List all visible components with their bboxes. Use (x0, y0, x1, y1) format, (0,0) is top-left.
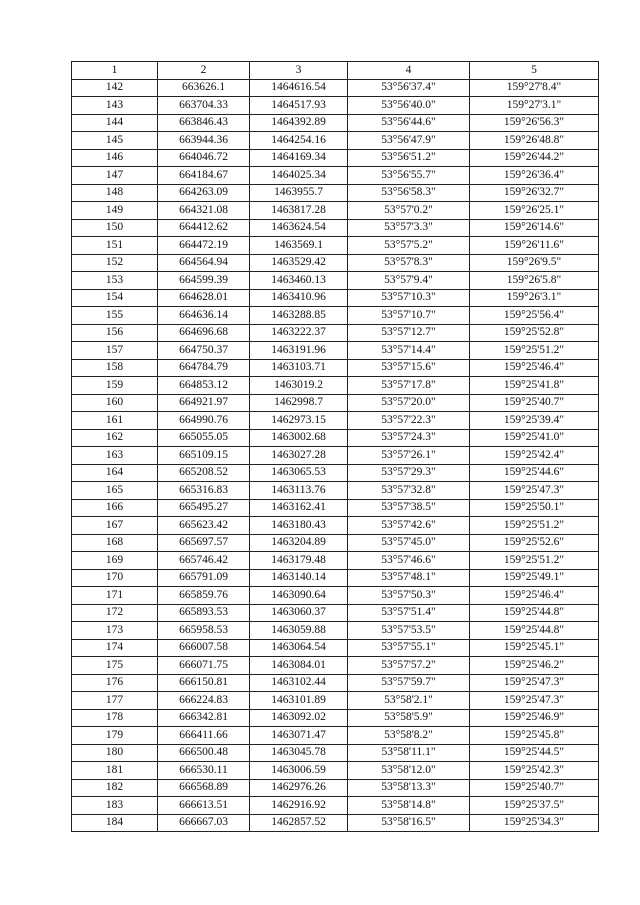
y-coordinate-cell: 1463092.02 (250, 709, 348, 727)
y-coordinate-cell: 1463140.14 (250, 569, 348, 587)
y-coordinate-cell: 1462998.7 (250, 394, 348, 412)
y-coordinate-cell: 1463101.89 (250, 692, 348, 710)
longitude-cell: 159°25'51.2" (470, 517, 599, 535)
point-number-cell: 157 (72, 342, 158, 360)
x-coordinate-cell: 664263.09 (158, 184, 250, 202)
latitude-cell: 53°58'5.9" (348, 709, 470, 727)
longitude-cell: 159°25'46.4" (470, 587, 599, 605)
latitude-cell: 53°56'58.3" (348, 184, 470, 202)
latitude-cell: 53°57'38.5" (348, 499, 470, 517)
point-number-cell: 167 (72, 517, 158, 535)
x-coordinate-cell: 664412.62 (158, 219, 250, 237)
y-coordinate-cell: 1463103.71 (250, 359, 348, 377)
point-number-cell: 165 (72, 482, 158, 500)
x-coordinate-cell: 663704.33 (158, 97, 250, 115)
x-coordinate-cell: 665893.53 (158, 604, 250, 622)
point-number-cell: 175 (72, 657, 158, 675)
longitude-cell: 159°26'5.8" (470, 272, 599, 290)
longitude-cell: 159°25'44.8" (470, 622, 599, 640)
longitude-cell: 159°25'47.3" (470, 692, 599, 710)
latitude-cell: 53°57'22.3" (348, 412, 470, 430)
table-row (72, 709, 599, 727)
latitude-cell: 53°57'10.7" (348, 307, 470, 325)
table-row (72, 517, 599, 535)
point-number-cell: 184 (72, 814, 158, 832)
y-coordinate-cell: 1463060.37 (250, 604, 348, 622)
table-row (72, 79, 599, 97)
column-header-5: 5 (470, 62, 599, 80)
y-coordinate-cell: 1463180.43 (250, 517, 348, 535)
x-coordinate-cell: 665316.83 (158, 482, 250, 500)
y-coordinate-cell: 1463955.7 (250, 184, 348, 202)
y-coordinate-cell: 1463084.01 (250, 657, 348, 675)
longitude-cell: 159°25'44.6" (470, 464, 599, 482)
point-number-cell: 145 (72, 132, 158, 150)
point-number-cell: 182 (72, 779, 158, 797)
table-row (72, 639, 599, 657)
latitude-cell: 53°57'24.3" (348, 429, 470, 447)
coordinates-table (71, 61, 599, 832)
latitude-cell: 53°57'50.3" (348, 587, 470, 605)
x-coordinate-cell: 663846.43 (158, 114, 250, 132)
longitude-cell: 159°25'40.7" (470, 779, 599, 797)
table-row (72, 307, 599, 325)
longitude-cell: 159°26'44.2" (470, 149, 599, 167)
longitude-cell: 159°25'46.9" (470, 709, 599, 727)
longitude-cell: 159°25'47.3" (470, 482, 599, 500)
table-row (72, 499, 599, 517)
table-row (72, 814, 599, 832)
table-row (72, 604, 599, 622)
y-coordinate-cell: 1463569.1 (250, 237, 348, 255)
y-coordinate-cell: 1463204.89 (250, 534, 348, 552)
point-number-cell: 174 (72, 639, 158, 657)
table-row (72, 359, 599, 377)
table-row (72, 744, 599, 762)
table-row (72, 587, 599, 605)
longitude-cell: 159°25'50.1" (470, 499, 599, 517)
latitude-cell: 53°58'11.1" (348, 744, 470, 762)
point-number-cell: 170 (72, 569, 158, 587)
latitude-cell: 53°57'32.8" (348, 482, 470, 500)
x-coordinate-cell: 666667.03 (158, 814, 250, 832)
longitude-cell: 159°25'39.4" (470, 412, 599, 430)
longitude-cell: 159°25'49.1" (470, 569, 599, 587)
x-coordinate-cell: 665791.09 (158, 569, 250, 587)
latitude-cell: 53°57'14.4" (348, 342, 470, 360)
x-coordinate-cell: 666342.81 (158, 709, 250, 727)
longitude-cell: 159°26'48.8" (470, 132, 599, 150)
point-number-cell: 180 (72, 744, 158, 762)
point-number-cell: 149 (72, 202, 158, 220)
table-row (72, 797, 599, 815)
latitude-cell: 53°57'53.5" (348, 622, 470, 640)
point-number-cell: 161 (72, 412, 158, 430)
longitude-cell: 159°25'40.7" (470, 394, 599, 412)
y-coordinate-cell: 1463191.96 (250, 342, 348, 360)
x-coordinate-cell: 666568.89 (158, 779, 250, 797)
x-coordinate-cell: 664696.68 (158, 324, 250, 342)
longitude-cell: 159°27'3.1" (470, 97, 599, 115)
y-coordinate-cell: 1464254.16 (250, 132, 348, 150)
y-coordinate-cell: 1464169.34 (250, 149, 348, 167)
table-row (72, 114, 599, 132)
longitude-cell: 159°25'52.6" (470, 534, 599, 552)
y-coordinate-cell: 1463002.68 (250, 429, 348, 447)
table-row (72, 622, 599, 640)
longitude-cell: 159°26'36.4" (470, 167, 599, 185)
table-row (72, 394, 599, 412)
table-row (72, 482, 599, 500)
x-coordinate-cell: 666007.58 (158, 639, 250, 657)
latitude-cell: 53°57'8.3" (348, 254, 470, 272)
x-coordinate-cell: 663626.1 (158, 79, 250, 97)
y-coordinate-cell: 1463071.47 (250, 727, 348, 745)
longitude-cell: 159°25'41.0" (470, 429, 599, 447)
x-coordinate-cell: 664853.12 (158, 377, 250, 395)
longitude-cell: 159°25'46.2" (470, 657, 599, 675)
latitude-cell: 53°57'5.2" (348, 237, 470, 255)
point-number-cell: 146 (72, 149, 158, 167)
latitude-cell: 53°57'59.7" (348, 674, 470, 692)
longitude-cell: 159°25'41.8" (470, 377, 599, 395)
latitude-cell: 53°56'44.6" (348, 114, 470, 132)
x-coordinate-cell: 665055.05 (158, 429, 250, 447)
x-coordinate-cell: 666500.48 (158, 744, 250, 762)
point-number-cell: 177 (72, 692, 158, 710)
longitude-cell: 159°25'37.5" (470, 797, 599, 815)
longitude-cell: 159°26'14.6" (470, 219, 599, 237)
y-coordinate-cell: 1462973.15 (250, 412, 348, 430)
latitude-cell: 53°56'55.7" (348, 167, 470, 185)
table-row (72, 762, 599, 780)
x-coordinate-cell: 664599.39 (158, 272, 250, 290)
latitude-cell: 53°57'57.2" (348, 657, 470, 675)
table-row (72, 674, 599, 692)
y-coordinate-cell: 1463027.28 (250, 447, 348, 465)
longitude-cell: 159°25'42.4" (470, 447, 599, 465)
longitude-cell: 159°26'32.7" (470, 184, 599, 202)
point-number-cell: 171 (72, 587, 158, 605)
x-coordinate-cell: 665208.52 (158, 464, 250, 482)
x-coordinate-cell: 665746.42 (158, 552, 250, 570)
table-row (72, 412, 599, 430)
table-row (72, 184, 599, 202)
y-coordinate-cell: 1463529.42 (250, 254, 348, 272)
longitude-cell: 159°26'9.5" (470, 254, 599, 272)
x-coordinate-cell: 665958.53 (158, 622, 250, 640)
latitude-cell: 53°57'51.4" (348, 604, 470, 622)
longitude-cell: 159°26'3.1" (470, 289, 599, 307)
table-row (72, 779, 599, 797)
table-row (72, 727, 599, 745)
longitude-cell: 159°25'52.8" (470, 324, 599, 342)
latitude-cell: 53°57'48.1" (348, 569, 470, 587)
x-coordinate-cell: 664472.19 (158, 237, 250, 255)
point-number-cell: 172 (72, 604, 158, 622)
point-number-cell: 147 (72, 167, 158, 185)
longitude-cell: 159°25'44.8" (470, 604, 599, 622)
x-coordinate-cell: 664321.08 (158, 202, 250, 220)
longitude-cell: 159°25'34.3" (470, 814, 599, 832)
longitude-cell: 159°25'45.1" (470, 639, 599, 657)
y-coordinate-cell: 1463222.37 (250, 324, 348, 342)
y-coordinate-cell: 1463090.64 (250, 587, 348, 605)
longitude-cell: 159°25'47.3" (470, 674, 599, 692)
point-number-cell: 178 (72, 709, 158, 727)
y-coordinate-cell: 1463624.54 (250, 219, 348, 237)
latitude-cell: 53°58'2.1" (348, 692, 470, 710)
longitude-cell: 159°25'44.5" (470, 744, 599, 762)
point-number-cell: 179 (72, 727, 158, 745)
longitude-cell: 159°25'42.3" (470, 762, 599, 780)
x-coordinate-cell: 665109.15 (158, 447, 250, 465)
point-number-cell: 181 (72, 762, 158, 780)
latitude-cell: 53°57'26.1" (348, 447, 470, 465)
y-coordinate-cell: 1462976.26 (250, 779, 348, 797)
latitude-cell: 53°56'51.2" (348, 149, 470, 167)
longitude-cell: 159°27'8.4" (470, 79, 599, 97)
table-row (72, 149, 599, 167)
y-coordinate-cell: 1463102.44 (250, 674, 348, 692)
latitude-cell: 53°58'16.5" (348, 814, 470, 832)
point-number-cell: 163 (72, 447, 158, 465)
point-number-cell: 168 (72, 534, 158, 552)
longitude-cell: 159°25'46.4" (470, 359, 599, 377)
x-coordinate-cell: 664784.79 (158, 359, 250, 377)
point-number-cell: 151 (72, 237, 158, 255)
latitude-cell: 53°57'12.7" (348, 324, 470, 342)
latitude-cell: 53°57'17.8" (348, 377, 470, 395)
point-number-cell: 154 (72, 289, 158, 307)
x-coordinate-cell: 664046.72 (158, 149, 250, 167)
y-coordinate-cell: 1464517.93 (250, 97, 348, 115)
table-row (72, 534, 599, 552)
y-coordinate-cell: 1464392.89 (250, 114, 348, 132)
x-coordinate-cell: 666150.81 (158, 674, 250, 692)
y-coordinate-cell: 1463006.59 (250, 762, 348, 780)
latitude-cell: 53°56'40.0" (348, 97, 470, 115)
point-number-cell: 183 (72, 797, 158, 815)
x-coordinate-cell: 665623.42 (158, 517, 250, 535)
x-coordinate-cell: 664750.37 (158, 342, 250, 360)
table-row (72, 377, 599, 395)
y-coordinate-cell: 1463065.53 (250, 464, 348, 482)
point-number-cell: 158 (72, 359, 158, 377)
column-header-4: 4 (348, 62, 470, 80)
x-coordinate-cell: 664184.67 (158, 167, 250, 185)
latitude-cell: 53°56'37.4" (348, 79, 470, 97)
latitude-cell: 53°58'8.2" (348, 727, 470, 745)
x-coordinate-cell: 666071.75 (158, 657, 250, 675)
table-row (72, 97, 599, 115)
y-coordinate-cell: 1463059.88 (250, 622, 348, 640)
latitude-cell: 53°57'0.2" (348, 202, 470, 220)
point-number-cell: 166 (72, 499, 158, 517)
point-number-cell: 162 (72, 429, 158, 447)
x-coordinate-cell: 666530.11 (158, 762, 250, 780)
longitude-cell: 159°25'51.2" (470, 552, 599, 570)
x-coordinate-cell: 663944.36 (158, 132, 250, 150)
longitude-cell: 159°25'51.2" (470, 342, 599, 360)
longitude-cell: 159°25'45.8" (470, 727, 599, 745)
x-coordinate-cell: 664628.01 (158, 289, 250, 307)
y-coordinate-cell: 1463045.78 (250, 744, 348, 762)
longitude-cell: 159°26'11.6" (470, 237, 599, 255)
point-number-cell: 152 (72, 254, 158, 272)
y-coordinate-cell: 1463817.28 (250, 202, 348, 220)
y-coordinate-cell: 1463019.2 (250, 377, 348, 395)
x-coordinate-cell: 666224.83 (158, 692, 250, 710)
table-row (72, 202, 599, 220)
latitude-cell: 53°57'29.3" (348, 464, 470, 482)
latitude-cell: 53°57'10.3" (348, 289, 470, 307)
column-header-1: 1 (72, 62, 158, 80)
point-number-cell: 155 (72, 307, 158, 325)
table-row (72, 132, 599, 150)
point-number-cell: 176 (72, 674, 158, 692)
y-coordinate-cell: 1463288.85 (250, 307, 348, 325)
latitude-cell: 53°57'45.0" (348, 534, 470, 552)
latitude-cell: 53°57'42.6" (348, 517, 470, 535)
latitude-cell: 53°57'46.6" (348, 552, 470, 570)
column-header-3: 3 (250, 62, 348, 80)
latitude-cell: 53°56'47.9" (348, 132, 470, 150)
y-coordinate-cell: 1462857.52 (250, 814, 348, 832)
point-number-cell: 150 (72, 219, 158, 237)
point-number-cell: 153 (72, 272, 158, 290)
table-row (72, 552, 599, 570)
x-coordinate-cell: 665859.76 (158, 587, 250, 605)
y-coordinate-cell: 1464616.54 (250, 79, 348, 97)
point-number-cell: 160 (72, 394, 158, 412)
table-body (72, 79, 599, 832)
table-row (72, 657, 599, 675)
y-coordinate-cell: 1463179.48 (250, 552, 348, 570)
y-coordinate-cell: 1463460.13 (250, 272, 348, 290)
x-coordinate-cell: 664921.97 (158, 394, 250, 412)
x-coordinate-cell: 665697.57 (158, 534, 250, 552)
table-row (72, 569, 599, 587)
x-coordinate-cell: 664636.14 (158, 307, 250, 325)
point-number-cell: 143 (72, 97, 158, 115)
table-row (72, 254, 599, 272)
x-coordinate-cell: 666411.66 (158, 727, 250, 745)
y-coordinate-cell: 1463064.54 (250, 639, 348, 657)
table-row (72, 447, 599, 465)
point-number-cell: 156 (72, 324, 158, 342)
point-number-cell: 148 (72, 184, 158, 202)
latitude-cell: 53°58'13.3" (348, 779, 470, 797)
table-row (72, 272, 599, 290)
latitude-cell: 53°57'9.4" (348, 272, 470, 290)
point-number-cell: 169 (72, 552, 158, 570)
table-row (72, 692, 599, 710)
y-coordinate-cell: 1464025.34 (250, 167, 348, 185)
table-row (72, 219, 599, 237)
longitude-cell: 159°25'56.4" (470, 307, 599, 325)
x-coordinate-cell: 665495.27 (158, 499, 250, 517)
point-number-cell: 164 (72, 464, 158, 482)
x-coordinate-cell: 664990.76 (158, 412, 250, 430)
longitude-cell: 159°26'25.1" (470, 202, 599, 220)
y-coordinate-cell: 1462916.92 (250, 797, 348, 815)
latitude-cell: 53°57'55.1" (348, 639, 470, 657)
table-header-row (72, 62, 599, 80)
table-row (72, 342, 599, 360)
table-row (72, 429, 599, 447)
latitude-cell: 53°57'20.0" (348, 394, 470, 412)
latitude-cell: 53°58'14.8" (348, 797, 470, 815)
latitude-cell: 53°57'3.3" (348, 219, 470, 237)
longitude-cell: 159°26'56.3" (470, 114, 599, 132)
y-coordinate-cell: 1463410.96 (250, 289, 348, 307)
point-number-cell: 142 (72, 79, 158, 97)
latitude-cell: 53°58'12.0" (348, 762, 470, 780)
table-row (72, 464, 599, 482)
y-coordinate-cell: 1463162.41 (250, 499, 348, 517)
table-row (72, 167, 599, 185)
table-row (72, 237, 599, 255)
x-coordinate-cell: 664564.94 (158, 254, 250, 272)
table-row (72, 324, 599, 342)
point-number-cell: 144 (72, 114, 158, 132)
table-row (72, 289, 599, 307)
y-coordinate-cell: 1463113.76 (250, 482, 348, 500)
point-number-cell: 173 (72, 622, 158, 640)
latitude-cell: 53°57'15.6" (348, 359, 470, 377)
point-number-cell: 159 (72, 377, 158, 395)
x-coordinate-cell: 666613.51 (158, 797, 250, 815)
column-header-2: 2 (158, 62, 250, 80)
